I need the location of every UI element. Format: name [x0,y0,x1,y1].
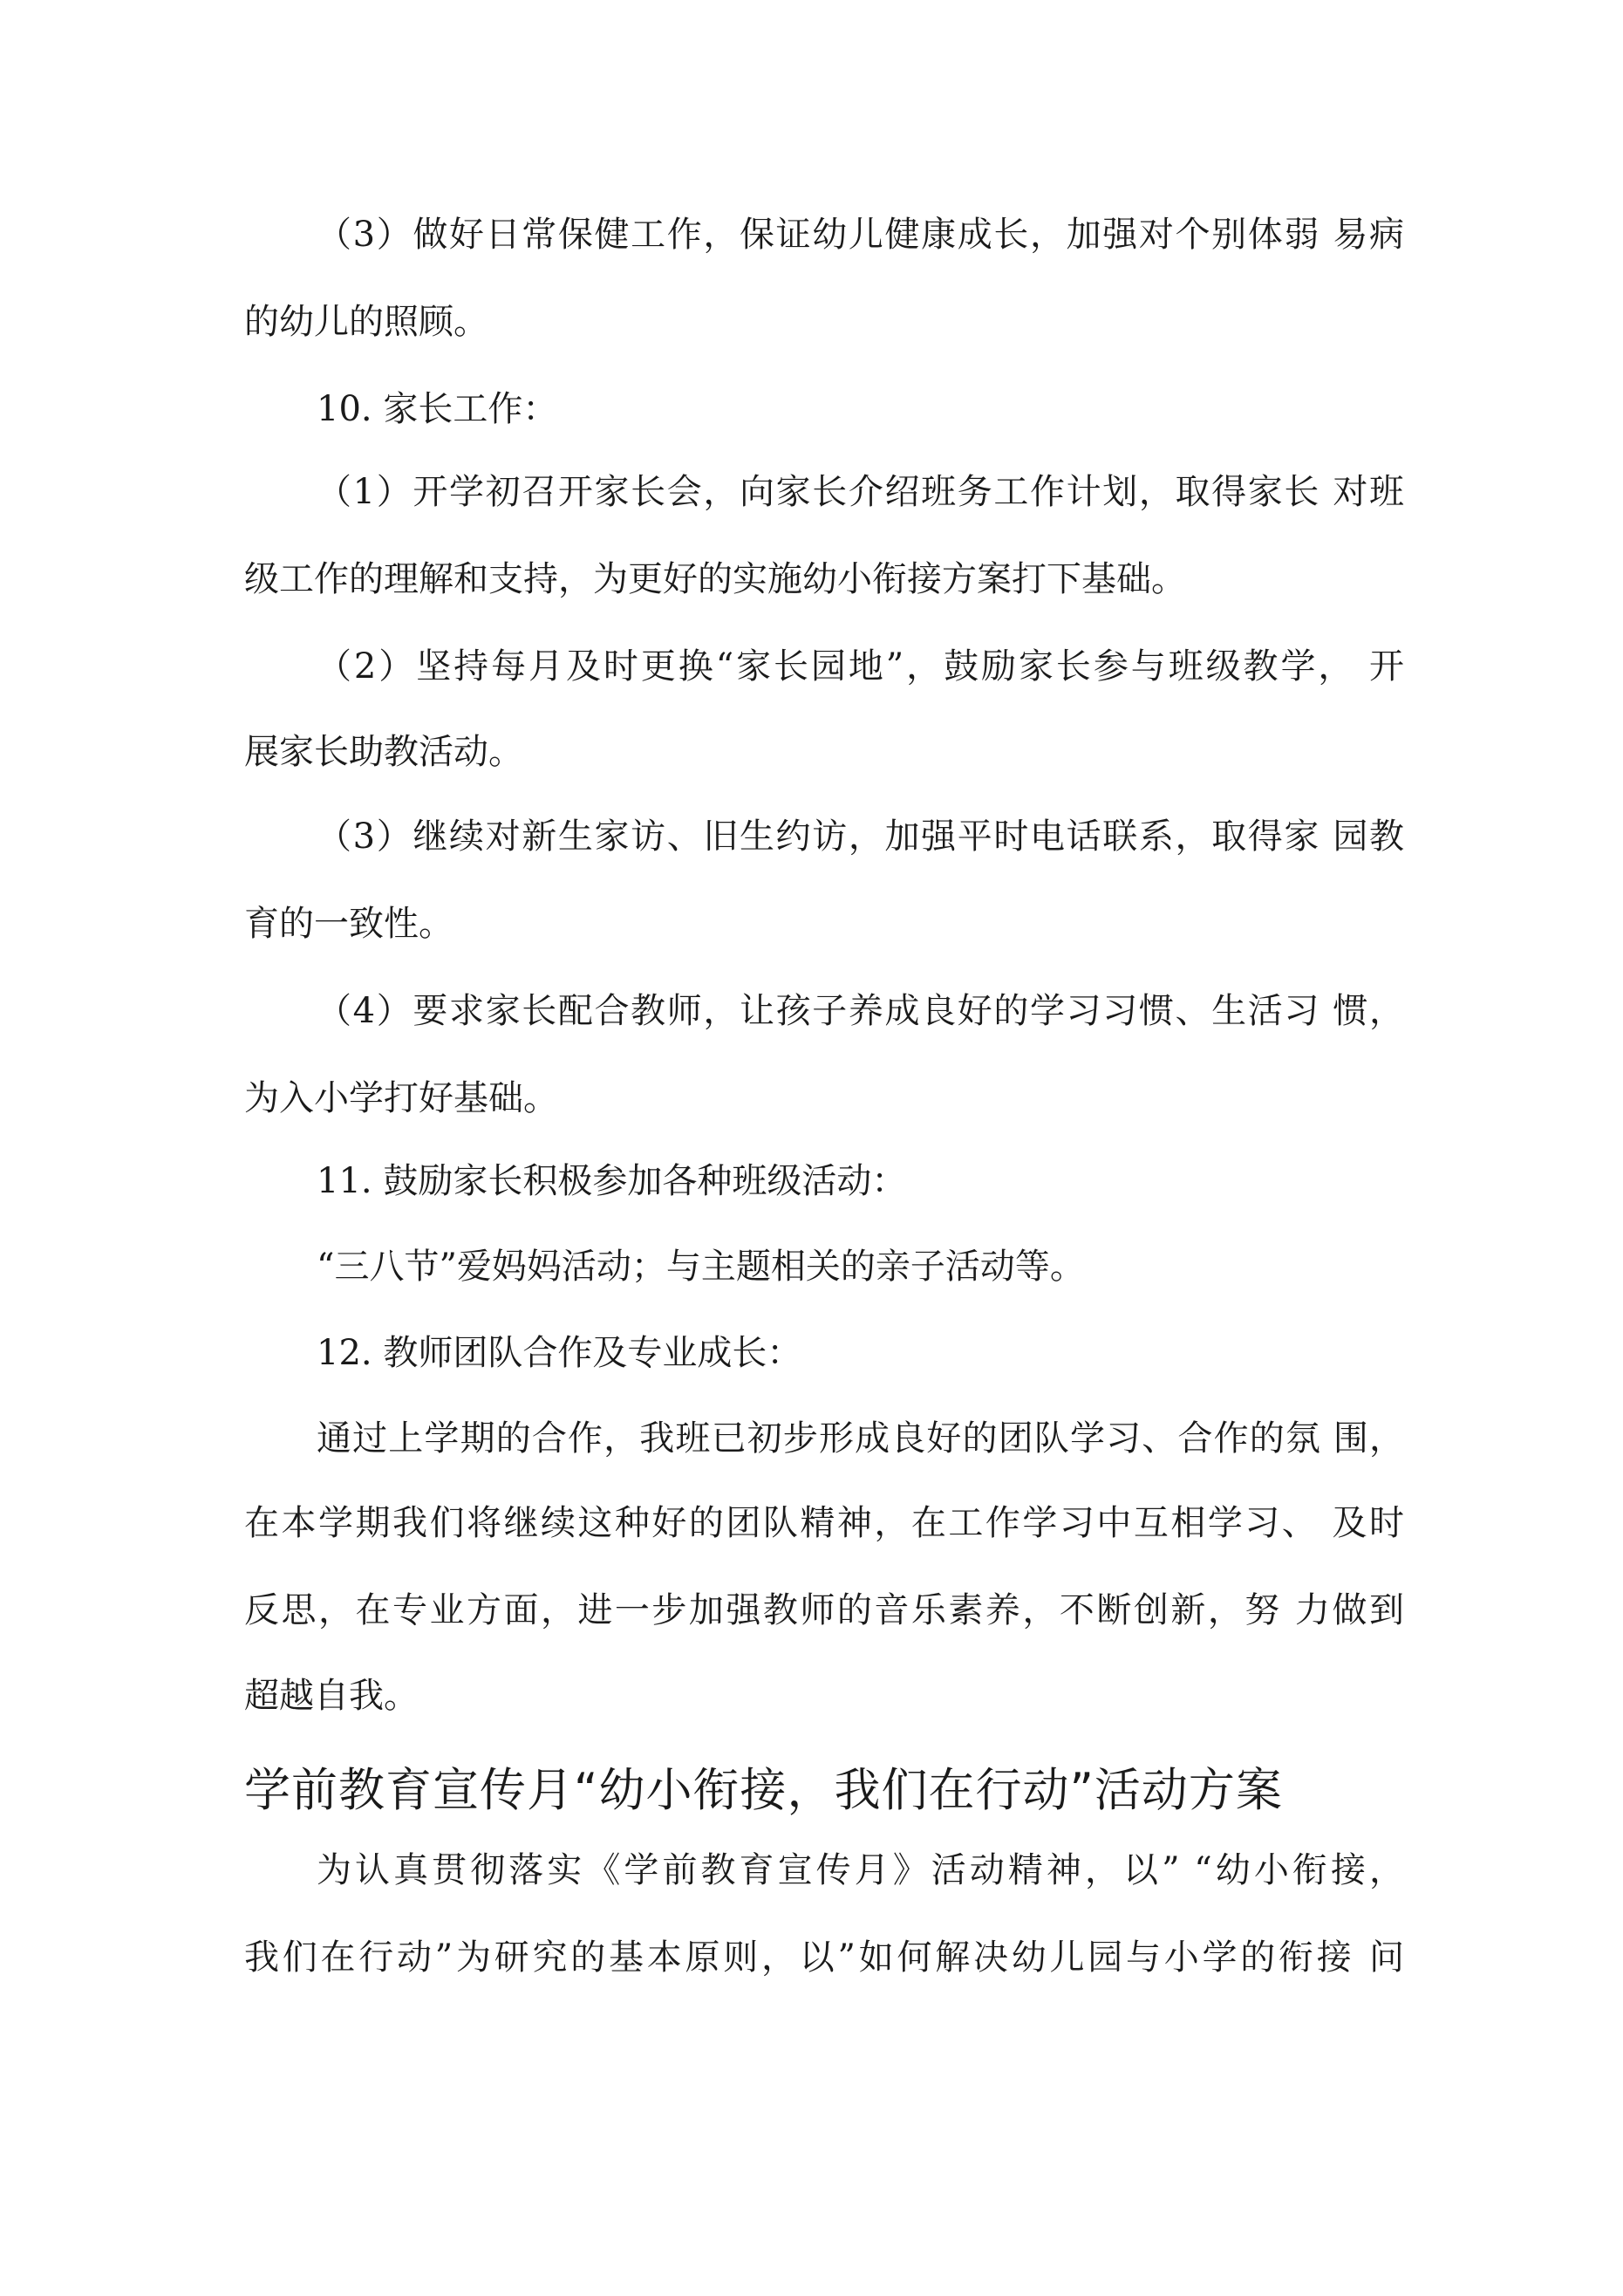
document-title: 学前教育宣传月“幼小衔接，我们在行动”活动方案 [244,1764,1283,1817]
paragraph-line: （3）继续对新生家访、旧生约访，加强平时电话联系，取得家 园教 [317,817,1404,857]
section-heading: 11. 鼓励家长积极参加各种班级活动： [317,1161,907,1201]
section-heading: 10. 家长工作： [317,389,558,429]
paragraph-line: （3）做好日常保健工作，保证幼儿健康成长，加强对个别体弱 易病 [317,215,1404,255]
paragraph-line: 为入小学打好基础。 [244,1078,558,1118]
paragraph-line: 的幼儿的照顾。 [244,302,488,342]
paragraph-line: 级工作的理解和支持，为更好的实施幼小衔接方案打下基础。 [244,559,1186,599]
paragraph-line: 通过上学期的合作，我班已初步形成良好的团队学习、合作的氛 围， [317,1418,1404,1459]
paragraph-line: “三八节”爱妈妈活动；与主题相关的亲子活动等。 [317,1247,1085,1287]
paragraph-line: 我们在行动”为研究的基本原则，以”如何解决幼儿园与小学的衔接 问 [244,1937,1404,1978]
section-heading: 12. 教师团队合作及专业成长： [317,1333,802,1373]
paragraph-line: （2）坚持每月及时更换“家长园地”，鼓励家长参与班级教学， 开 [317,646,1404,687]
paragraph-line: （4）要求家长配合教师，让孩子养成良好的学习习惯、生活习 惯， [317,991,1404,1031]
paragraph-line: 反思，在专业方面，进一步加强教师的音乐素养，不断创新，努 力做到 [244,1590,1404,1630]
paragraph-line: 在本学期我们将继续这种好的团队精神，在工作学习中互相学习、 及时 [244,1503,1404,1543]
paragraph-line: 育的一致性。 [244,904,453,944]
paragraph-line: 展家长助教活动。 [244,732,523,772]
paragraph-line: 为认真贯彻落实《学前教育宣传月》活动精神，以” “幼小衔接， [317,1850,1404,1890]
paragraph-line: （1）开学初召开家长会，向家长介绍班务工作计划，取得家长 对班 [317,472,1404,512]
paragraph-line: 超越自我。 [244,1676,419,1716]
